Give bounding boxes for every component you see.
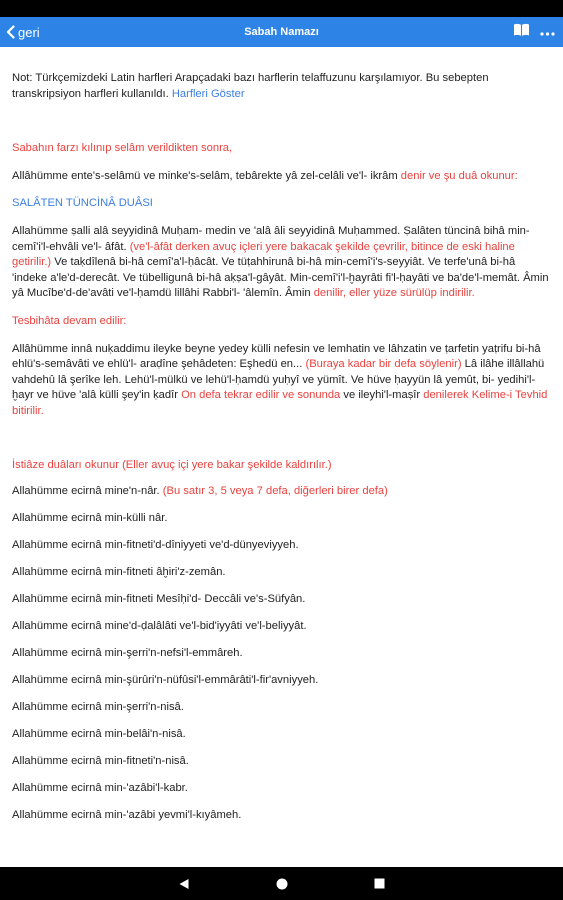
system-nav-bar: [0, 867, 563, 900]
list-item: Allahümme ecirnâ mine'd-ḍalâlâti ve'l-bid'iyyâti ve'l-beliyyât.: [12, 620, 307, 633]
list-item: Allahümme ecirnâ min-fitneti'n-nisâ.: [12, 754, 189, 767]
tesbihat-heading: Tesbihâta devam edilir:: [12, 314, 127, 327]
back-label: geri: [18, 24, 40, 40]
list-item: Allahümme ecirnâ min-külli nâr.: [12, 512, 168, 525]
salat-heading: SALÂTEN TÜNCİNÂ DUÂSI: [12, 197, 153, 210]
salat-prayer: Allahümme ṣalli alâ seyyidinâ Muḥam- medin ve 'alâ âli seyyidinâ Muḥammed. Ṣalâten tüncinâ bihâ min-cemî'i'l-ehvâli ve'l- âfât. (ve'l-âfât derken avuç içleri yere bakacak şekilde çevrilir, bitince de eski haline getirilir.) Ve taḳdîlenâ bi-hâ cemî'a'l-ḥâcât. Ve tüṭahhirunâ bi-hâ min-cemî'i's-seyyiât. Ve terfe'unâ bi-hâ 'indeke a'le'd-derecât. Ve tübelligunâ bi-hâ aḳṣa'l-gâyât. Min-cemî'i'l-ḫayrâti fi'l-ḥayâti ve ba'de'l-memât. Âmin yâ Mucîbe'd-de'avâti ve'l-ḥamdü lillâhi Rabbi'l- 'âlemîn. Âmin denilir, eller yüze sürülüp indirilir.: [12, 224, 549, 300]
section-heading-after-prayer: Sabahın farzı kılınıp selâm verildikten sonra,: [12, 142, 233, 155]
prayer-content: [12, 47, 549, 867]
book-button[interactable]: [513, 23, 530, 42]
page-title: Sabah Namazı: [244, 26, 319, 38]
list-item: Allahümme ecirnâ min-belâi'n-nisâ.: [12, 727, 186, 740]
app-bar: [0, 17, 563, 47]
selam-prayer: Allâhümme ente's-selâmü ve minke's-selâm, tebârekte yâ zel-celâli ve'l- ikrâm denir ve şu duâ okunur:: [12, 169, 518, 182]
more-horizontal-icon: [540, 32, 555, 36]
list-item: Allahümme ecirnâ min-şürûri'n-nüfûsi'l-emmârâti'l-fir'avniyyeh.: [12, 673, 319, 686]
status-bar: [0, 0, 563, 17]
nav-back-button[interactable]: [178, 878, 190, 890]
istiaze-first-prayer: Allahümme ecirnâ mine'n-nâr. (Bu satır 3, 5 veya 7 defa, diğerleri birer defa): [12, 485, 388, 498]
tesbihat-prayer: Allâhümme innâ nuḳaddimu ileyke beyne yedey külli nefesin ve lemhatin ve lâhzatin ve ṭarfetin yaṭrifu bi-hâ ehlü's-semâvâti ve ehlü'l- araḍîne şehâdeten: Eşhedü en... (Buraya kadar bir defa söylenir) Lâ ilâhe illâllahü vahdehû lâ şerîke leh. Lehü'l-mülkü ve lehü'l-ḥamdü yuḥyî ve yümît. Ve hüve ḥayyün lâ yemût, bi- yedihi'l-ḫayr ve hüve 'alâ külli şey'in ḳadîr On defa tekrar edilir ve sonunda ve ileyhi'l-maṣîr denilerek Kelime-i Tevhid bitirilir.: [12, 342, 548, 417]
back-button[interactable]: [0, 17, 40, 47]
book-icon: [513, 23, 530, 37]
more-button[interactable]: [540, 23, 555, 41]
istiaze-prayer-list: [12, 511, 549, 823]
list-item: Allahümme ecirnâ min-şerri'n-nisâ.: [12, 700, 184, 713]
chevron-left-icon: [6, 25, 15, 39]
list-item: Allahümme ecirnâ min-'azâbi yevmi'l-kıyâmeh.: [12, 808, 242, 821]
nav-recents-icon: [374, 878, 385, 889]
list-item: Allahümme ecirnâ min-fitneti âḫiri'z-zemân.: [12, 566, 226, 579]
list-item: Allahümme ecirnâ min-fitneti Mesîḥi'd- Deccâli ve's-Süfyân.: [12, 593, 306, 606]
list-item: Allahümme ecirnâ min-'azâbi'l-kabr.: [12, 781, 188, 794]
nav-home-icon: [276, 878, 288, 890]
istiaze-heading: İstiâze duâları okunur (Eller avuç içi yere bakar şekilde kaldırılır.): [12, 458, 332, 471]
nav-home-button[interactable]: [276, 878, 288, 890]
list-item: Allahümme ecirnâ min-şerri'n-nefsi'l-emmâreh.: [12, 647, 243, 659]
show-letters-link[interactable]: Harfleri Göster: [171, 87, 245, 100]
nav-recents-button[interactable]: [374, 878, 385, 889]
transcription-note: Not: Türkçemizdeki Latin harfleri Arapçadaki bazı harflerin telaffuzunu karşılamıyor. Bu sebepten transkripsiyon harfleri kullanıldı. Harfleri Göster: [12, 72, 489, 100]
list-item: Allahümme ecirnâ min-fitneti'd-dîniyyeti ve'd-dünyeviyyeh.: [12, 539, 299, 552]
nav-back-icon: [178, 878, 190, 890]
